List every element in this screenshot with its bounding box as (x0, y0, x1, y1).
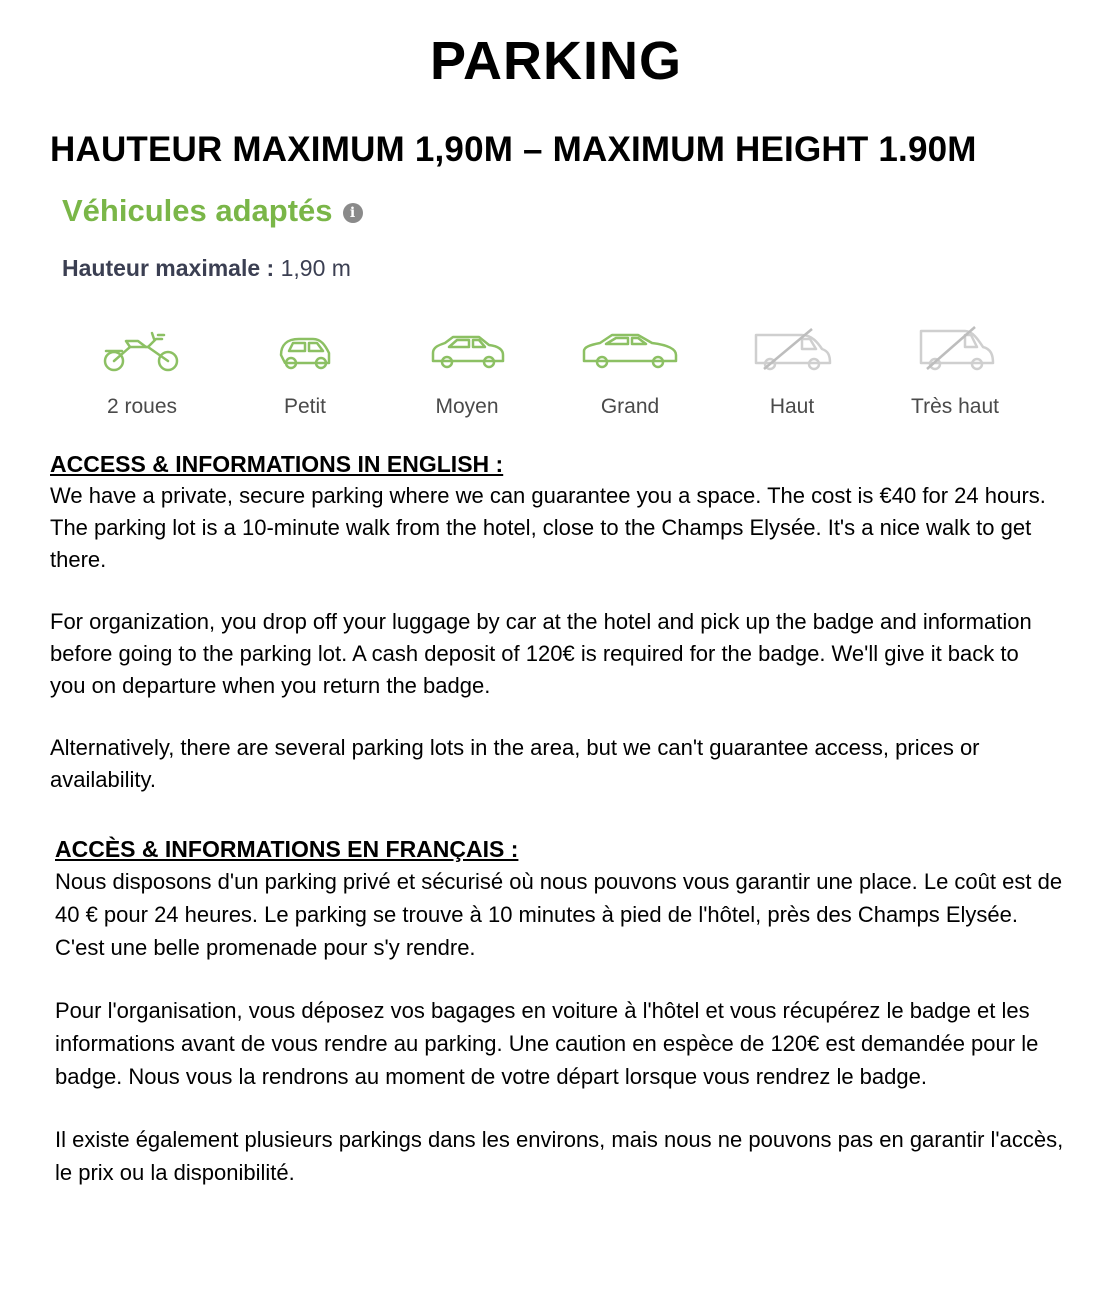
vehicle-label: Moyen (435, 395, 499, 418)
widget-heading (62, 193, 363, 229)
vehicle-label: Très haut (911, 395, 999, 418)
english-paragraph-2: For organization, you drop off your luggage by car at the hotel and pick up the badge and information before going to the parking lot. A cash deposit of 120€ is required for the badge. We'll give it back to you on departure when you return the badge. (50, 609, 1032, 698)
vehicle-widget (40, 185, 1080, 435)
vehicle-list (40, 325, 1080, 425)
vehicle-label: Grand (600, 395, 660, 418)
english-paragraph-1: We have a private, secure parking where we can guarantee you a space. The cost is €40 for 24 hours. The parking lot is a 10-minute walk from the hotel, close to the Champs Elysée. It's a nice walk to get there. (50, 483, 1046, 572)
french-paragraph-2: Pour l'organisation, vous déposez vos bagages en voiture à l'hôtel et vous récupérez le badge et les informations avant de vous rendre au parking. Une caution en espèce de 120€ est demandée pour le badge. Nous vous la rendrons au moment de votre départ lorsque vous rendrez le badge. (55, 998, 1039, 1089)
large-car-icon (580, 325, 680, 375)
max-height (62, 255, 351, 282)
motorcycle-icon (102, 325, 182, 375)
height-banner: HAUTEUR MAXIMUM 1,90M – MAXIMUM HEIGHT 1.90M (50, 130, 977, 169)
vehicle-moyen (387, 325, 547, 425)
max-height-label: Hauteur maximale : (62, 255, 275, 281)
vehicle-tres-haut (875, 325, 1035, 425)
small-car-icon (265, 325, 345, 375)
vehicle-label: Haut (769, 395, 815, 418)
medium-car-icon (427, 325, 507, 375)
max-height-value: 1,90 m (280, 255, 351, 281)
van-icon (752, 325, 832, 375)
french-paragraph-3: Il existe également plusieurs parkings dans les environs, mais nous ne pouvons pas en garantir l'accès, le prix ou la disponibilité. (55, 1127, 1064, 1185)
vehicle-haut (712, 325, 872, 425)
info-icon[interactable]: i (343, 203, 363, 223)
page-title: PARKING (429, 31, 682, 91)
english-paragraph-3: Alternatively, there are several parking lots in the area, but we can't guarantee access, prices or availability. (50, 735, 980, 792)
tall-van-icon (915, 325, 995, 375)
vehicle-petit (225, 325, 385, 425)
english-section (50, 448, 1060, 796)
french-heading: ACCÈS & INFORMATIONS EN FRANÇAIS : (55, 836, 519, 862)
widget-heading-text: Véhicules adaptés (62, 193, 333, 228)
vehicle-2-roues (62, 325, 222, 425)
vehicle-grand (550, 325, 710, 425)
vehicle-label: 2 roues (106, 395, 178, 418)
french-paragraph-1: Nous disposons d'un parking privé et sécurisé où nous pouvons vous garantir une place. Le coût est de 40 € pour 24 heures. Le parking se trouve à 10 minutes à pied de l'hôtel, près des Champs Elysée. C'est une belle promenade pour s'y rendre. (55, 869, 1063, 960)
vehicle-label: Petit (283, 395, 327, 418)
french-section (55, 833, 1065, 1189)
english-heading: ACCESS & INFORMATIONS IN ENGLISH : (50, 451, 504, 477)
